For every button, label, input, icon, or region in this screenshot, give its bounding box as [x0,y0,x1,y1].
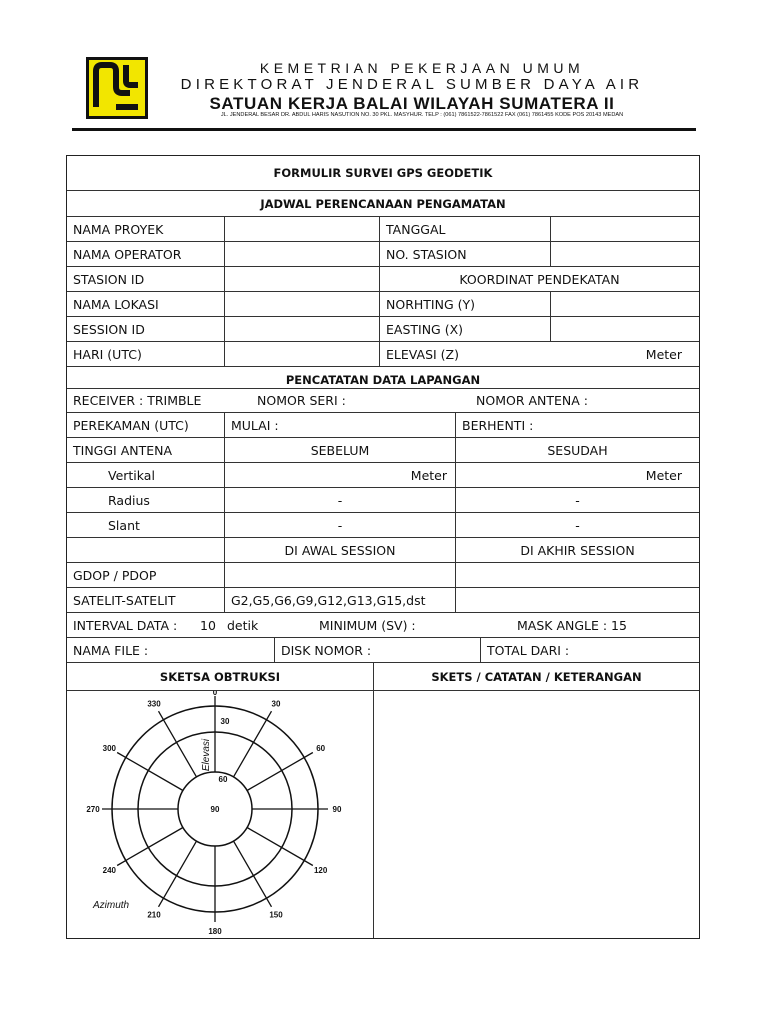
table-row [67,463,699,488]
azimuth-label-240: 240 [102,866,117,875]
obstruction-sketch[interactable] [67,691,373,938]
radius-sebelum-field[interactable] [224,488,455,512]
no-stasion-label: NO. STASION [379,242,550,266]
nomor-seri-label: NOMOR SERI : [257,393,346,408]
table-row [67,413,699,438]
polar-diagram [67,691,373,938]
slant-sesudah-field[interactable] [455,513,699,537]
table-row [67,342,699,367]
vertikal-sebelum-field[interactable] [224,463,455,487]
easting-label: EASTING (X) [379,317,550,341]
azimuth-label-90: 90 [332,805,342,814]
vertikal-sebelum-unit: Meter [410,467,447,483]
interval-value: 10 [200,617,216,633]
di-akhir-header: DI AKHIR SESSION [455,538,699,562]
schedule-section-title: JADWAL PERENCANAAN PENGAMATAN [260,196,506,211]
radius-sebelum-value: - [337,492,343,508]
receiver-label: RECEIVER : TRIMBLE [73,393,202,408]
nama-lokasi-field[interactable] [224,292,379,316]
stasion-id-label: STASION ID [73,271,145,287]
ministry-name: KEMETRIAN PEKERJAAN UMUM [259,60,585,76]
easting-field[interactable] [550,317,699,341]
tanggal-field[interactable] [550,217,699,241]
elevasi-axis-label: Elevasi [201,738,212,772]
table-row [67,538,699,563]
table-row [67,292,699,317]
table-row [67,389,699,413]
azimuth-label-330: 330 [147,699,161,709]
skets-catatan-header: SKETS / CATATAN / KETERANGAN [373,663,699,690]
azimuth-axis-label: Azimuth [93,900,130,911]
table-row [67,638,699,663]
hari-utc-field[interactable] [224,342,379,366]
azimuth-spoke [234,841,272,907]
radius-label: Radius [108,492,150,508]
slant-label: Slant [108,517,140,533]
azimuth-label-300: 300 [102,744,117,753]
northing-label: NORHTING (Y) [379,292,550,316]
table-row [67,217,699,242]
field-header-row [67,367,699,389]
sketsa-obtruksi-header: SKETSA OBTRUKSI [159,669,281,684]
satelit-value: G2,G5,G6,G9,G12,G13,G15,dst [231,592,426,608]
nama-operator-field[interactable] [224,242,379,266]
form-title-row [67,156,699,191]
disk-nomor-label: DISK NOMOR : [281,642,372,658]
berhenti-field[interactable] [455,413,699,437]
azimuth-spoke [247,753,313,791]
tinggi-antena-label: TINGGI ANTENA [73,442,173,458]
table-row [67,563,699,588]
table-row [67,613,699,638]
table-row [67,588,699,613]
azimuth-label-270: 270 [86,805,100,814]
vertikal-sesudah-field[interactable] [455,463,699,487]
perekaman-label: PEREKAMAN (UTC) [73,417,189,433]
session-id-field[interactable] [224,317,379,341]
gdop-awal-field[interactable] [224,563,455,587]
unit-name: SATUAN KERJA BALAI WILAYAH SUMATERA II [209,94,615,113]
satelit-label: SATELIT-SATELIT [73,592,176,608]
table-row [67,438,699,463]
azimuth-label-120: 120 [313,866,328,875]
slant-sebelum-field[interactable] [224,513,455,537]
letterhead-rule [72,128,696,131]
nama-lokasi-label: NAMA LOKASI [73,296,159,312]
session-id-label: SESSION ID [73,321,145,337]
azimuth-spoke [247,828,313,866]
koordinat-pendekatan-label: KOORDINAT PENDEKATAN [379,267,699,291]
azimuth-spoke [159,841,197,907]
sketch-header-row [67,663,699,691]
northing-field[interactable] [550,292,699,316]
gdop-label: GDOP / PDOP [73,567,157,583]
field-section-title: PENCATATAN DATA LAPANGAN [285,372,481,387]
azimuth-label-30: 30 [271,699,281,709]
total-dari-label: TOTAL DARI : [487,642,570,658]
ministry-logo-icon [86,57,148,119]
mulai-field[interactable] [224,413,455,437]
radius-sesudah-field[interactable] [455,488,699,512]
azimuth-spoke [117,753,183,791]
elevasi-field[interactable] [550,342,699,366]
directorate-name: DIREKTORAT JENDERAL SUMBER DAYA AIR [180,76,644,93]
elevation-label-0: 0 [212,691,218,697]
hari-utc-label: HARI (UTC) [73,346,142,362]
satelit-akhir-field[interactable] [455,588,699,612]
no-stasion-field[interactable] [550,242,699,266]
nomor-antena-label: NOMOR ANTENA : [476,393,588,408]
mask-angle-label: MASK ANGLE : 15 [517,617,627,633]
azimuth-spoke [117,828,183,866]
slant-sesudah-value: - [575,517,580,533]
vertikal-label: Vertikal [108,467,155,483]
table-row [67,317,699,342]
nama-proyek-field[interactable] [224,217,379,241]
elevation-label-60: 60 [218,775,228,784]
berhenti-label: BERHENTI : [462,417,534,433]
table-row [67,242,699,267]
azimuth-label-150: 150 [269,910,283,920]
mulai-label: MULAI : [231,417,279,433]
nama-file-label: NAMA FILE : [73,642,149,658]
total-dari-field[interactable] [480,638,699,662]
stasion-id-field[interactable] [224,267,379,291]
table-row [67,488,699,513]
azimuth-spoke [159,711,197,777]
notes-area[interactable] [373,691,699,938]
minimum-sv-label: MINIMUM (SV) : [319,617,416,633]
disk-nomor-field[interactable] [274,638,480,662]
address-line: JL. JENDERAL BESAR DR. ABDUL HARIS NASUTION NO. 30 PKL. MASYHUR. TELP : (061) 7861522-7861522 FAX (061) 7861455 KODE POS 20143 MEDAN [220,112,624,118]
azimuth-spoke [234,711,272,777]
blank-cell [67,538,224,562]
nama-file-field[interactable] [67,638,274,662]
sebelum-header: SEBELUM [224,438,455,462]
gdop-akhir-field[interactable] [455,563,699,587]
schedule-header-row [67,191,699,217]
interval-label: INTERVAL DATA : [73,617,178,633]
azimuth-label-180: 180 [208,927,222,936]
elevation-label-90: 90 [210,805,220,814]
vertikal-sesudah-unit: Meter [645,467,682,483]
radius-sesudah-value: - [575,492,580,508]
sesudah-header: SESUDAH [455,438,699,462]
elevasi-unit: Meter [645,346,682,362]
slant-sebelum-value: - [337,517,343,533]
table-row [67,267,699,292]
nama-operator-label: NAMA OPERATOR [73,246,182,262]
di-awal-header: DI AWAL SESSION [224,538,455,562]
azimuth-label-210: 210 [147,910,161,920]
tanggal-label: TANGGAL [379,217,550,241]
elevation-label-30: 30 [220,717,230,726]
nama-proyek-label: NAMA PROYEK [73,221,164,237]
interval-unit: detik [227,617,259,633]
table-row [67,513,699,538]
satelit-awal-field[interactable] [224,588,455,612]
elevasi-label: ELEVASI (Z) [379,342,550,366]
form-title: FORMULIR SURVEI GPS GEODETIK [273,166,493,180]
letterhead [72,52,696,132]
azimuth-label-60: 60 [316,744,326,753]
gps-survey-form [66,155,700,939]
